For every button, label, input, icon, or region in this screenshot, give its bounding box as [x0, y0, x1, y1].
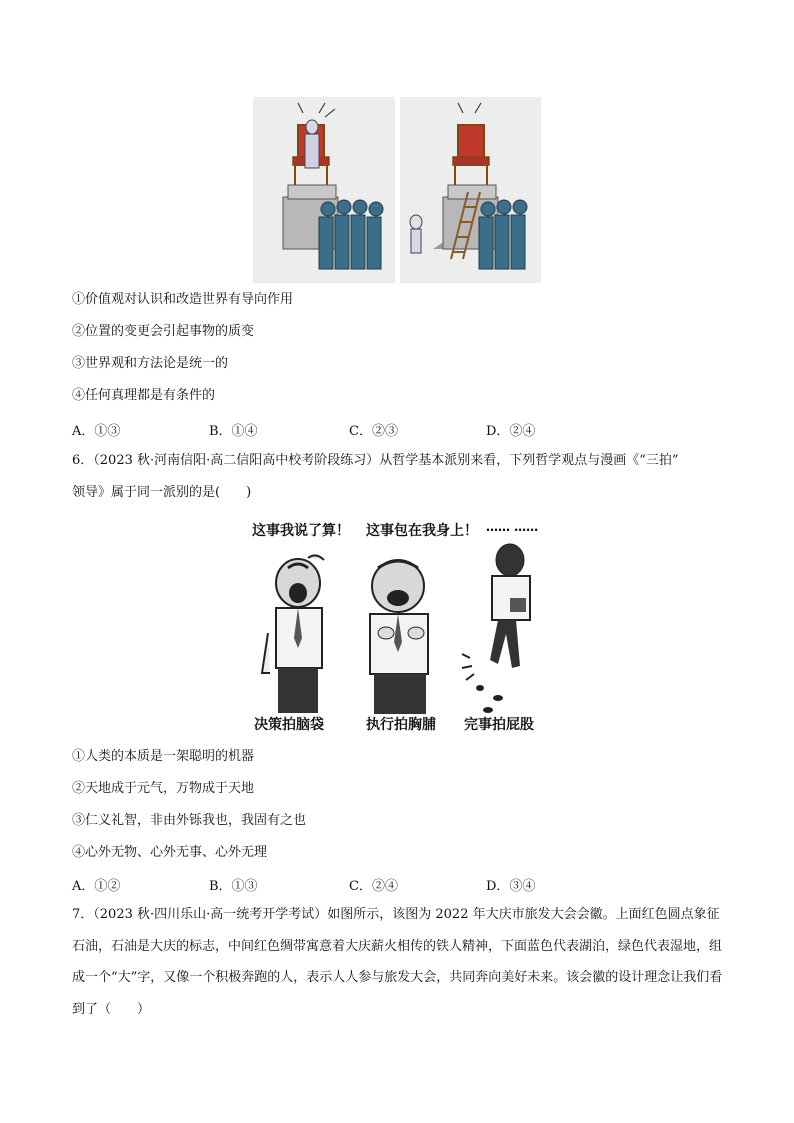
speech-bubble-1: 这事我说了算！	[252, 523, 350, 539]
q6-statement-2: ②天地成于元气，万物成于天地	[72, 781, 255, 796]
q5-statement-2: ②位置的变更会引起事物的质变	[72, 324, 255, 339]
q5-option-b[interactable]: B．①④	[209, 424, 258, 439]
q6-option-c[interactable]: C．②④	[349, 879, 398, 894]
q6-statement-4: ④心外无物、心外无事、心外无理	[72, 845, 268, 860]
q6-question-line1: 6．（2023 秋·河南信阳·高二信阳高中校考阶段练习）从哲学基本派别来看，下列哲学观点与漫画《“三拍”	[72, 453, 679, 468]
q5-options	[72, 420, 672, 440]
q6-question-line2: 领导》属于同一派别的是( )	[72, 485, 252, 500]
q7-question: 7．（2023 秋·四川乐山·高一统考开学考试）如图所示，该图为 2022 年大庆市旅发大会会徽。上面红色圆点象征石油，石油是大庆的标志，中间红色绸带寓意着大庆薪火相传的铁人精神，下面蓝色代表湖泊，绿色代表湿地，组成一个“大”字，又像一个积极奔跑的人，表示人人参与旅发大会，共同奔向美好未来。该会徽的设计理念让我们看到了（ ）	[72, 907, 723, 1017]
q6-statement-1: ①人类的本质是一架聪明的机器	[72, 749, 255, 764]
q6-option-a[interactable]: A．①②	[72, 879, 121, 894]
q6-statement-3: ③仁义礼智，非由外铄我也，我固有之也	[72, 813, 307, 828]
speech-bubble-3: …… ……	[486, 520, 539, 534]
throne-cartoon-illustration	[253, 97, 541, 283]
q5-statement-3: ③世界观和方法论是统一的	[72, 356, 229, 371]
caption-3: 完事拍屁股	[464, 717, 534, 733]
three-pat-cartoon	[248, 516, 548, 738]
q5-option-d[interactable]: D．②④	[486, 424, 536, 439]
q5-option-a[interactable]: A．①③	[72, 424, 121, 439]
q5-statement-4: ④任何真理都是有条件的	[72, 388, 216, 403]
q6-option-d[interactable]: D．③④	[486, 879, 536, 894]
caption-2: 执行拍胸脯	[366, 717, 436, 733]
q6-option-b[interactable]: B．①③	[209, 879, 258, 894]
three-pat-figures	[248, 538, 548, 718]
speech-bubble-2: 这事包在我身上！	[366, 523, 478, 539]
caption-1: 决策拍脑袋	[254, 717, 324, 733]
q5-statement-1: ①价值观对认识和改造世界有导向作用	[72, 292, 294, 307]
throne-cartoon	[253, 97, 541, 283]
q5-option-c[interactable]: C．②③	[349, 424, 398, 439]
q6-options	[72, 875, 672, 895]
